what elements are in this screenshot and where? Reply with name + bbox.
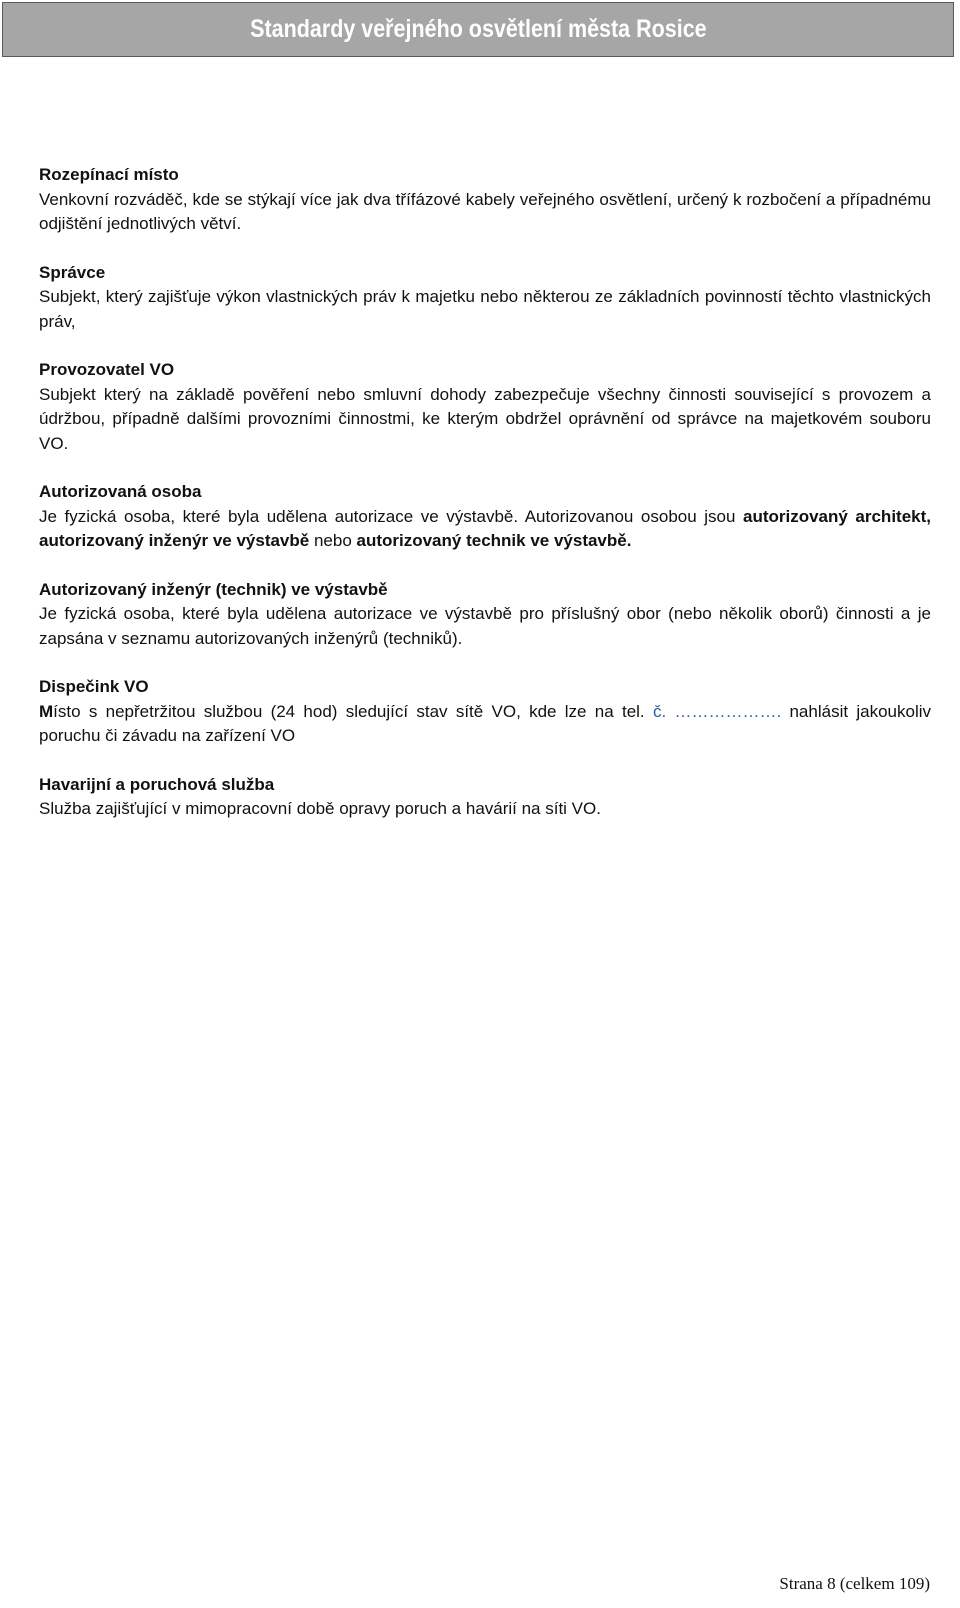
definition-text: ísto s nepřetržitou službou (24 hod) sledující stav sítě VO, kde lze na tel. [53,701,653,721]
page-number: Strana 8 (celkem 109) [779,1574,930,1593]
definition-text: Je fyzická osoba, které byla udělena autorizace ve výstavbě. Autorizovanou osobou jsou [39,506,743,526]
term-definition: Je fyzická osoba, které byla udělena autorizace ve výstavbě pro příslušný obor (nebo několik oborů) činnosti a je zapsána v seznamu autorizovaných inženýrů (techniků). [39,604,931,648]
definition-item [39,163,931,237]
definition-bold-text: M [39,701,54,721]
definition-bold-text: autorizovaný architekt, autorizovaný inženýr ve výstavbě [39,506,931,550]
term-definition [39,700,931,749]
definition-bold-text: autorizovaný technik ve výstavbě. [356,531,632,550]
document-header [2,2,954,57]
term-title: Dispečink VO [39,677,149,696]
definition-item [39,261,931,335]
term-definition: Subjekt který na základě pověření nebo smluvní dohody zabezpečuje všechny činnosti související s provozem a údržbou, případně dalšími provozními činnostmi, ke kterým obdržel oprávnění od správce na majetkovém souboru VO. [39,384,931,453]
term-title: Správce [39,262,106,282]
phone-number-link[interactable]: č. ………………. [652,701,782,721]
definition-item [39,578,931,652]
document-title: Standardy veřejného osvětlení města Rosice [249,15,707,43]
definition-item [39,480,931,554]
definitions-list [39,163,931,846]
definition-text: nebo [309,531,357,550]
definition-item [39,675,931,749]
term-title: Provozovatel VO [39,360,175,379]
term-title: Autorizovaná osoba [39,482,202,501]
definition-item [39,773,931,822]
term-definition [39,505,931,554]
definition-text: nahlásit jakoukoliv poruchu či závadu na zařízení VO [39,701,931,745]
term-title: Rozepínací místo [39,165,179,184]
term-definition: Venkovní rozváděč, kde se stýkají více jak dva třífázové kabely veřejného osvětlení, určený k rozbočení a případnému odjištění jednotlivých větví. [39,189,931,233]
term-definition: Služba zajišťující v mimopracovní době opravy poruch a havárií na síti VO. [39,799,601,818]
term-title: Autorizovaný inženýr (technik) ve výstavbě [39,579,388,599]
term-title: Havarijní a poruchová služba [39,774,275,794]
definition-item [39,358,931,456]
term-definition: Subjekt, který zajišťuje výkon vlastnických práv k majetku nebo některou ze základních povinností těchto vlastnických práv, [39,287,931,331]
